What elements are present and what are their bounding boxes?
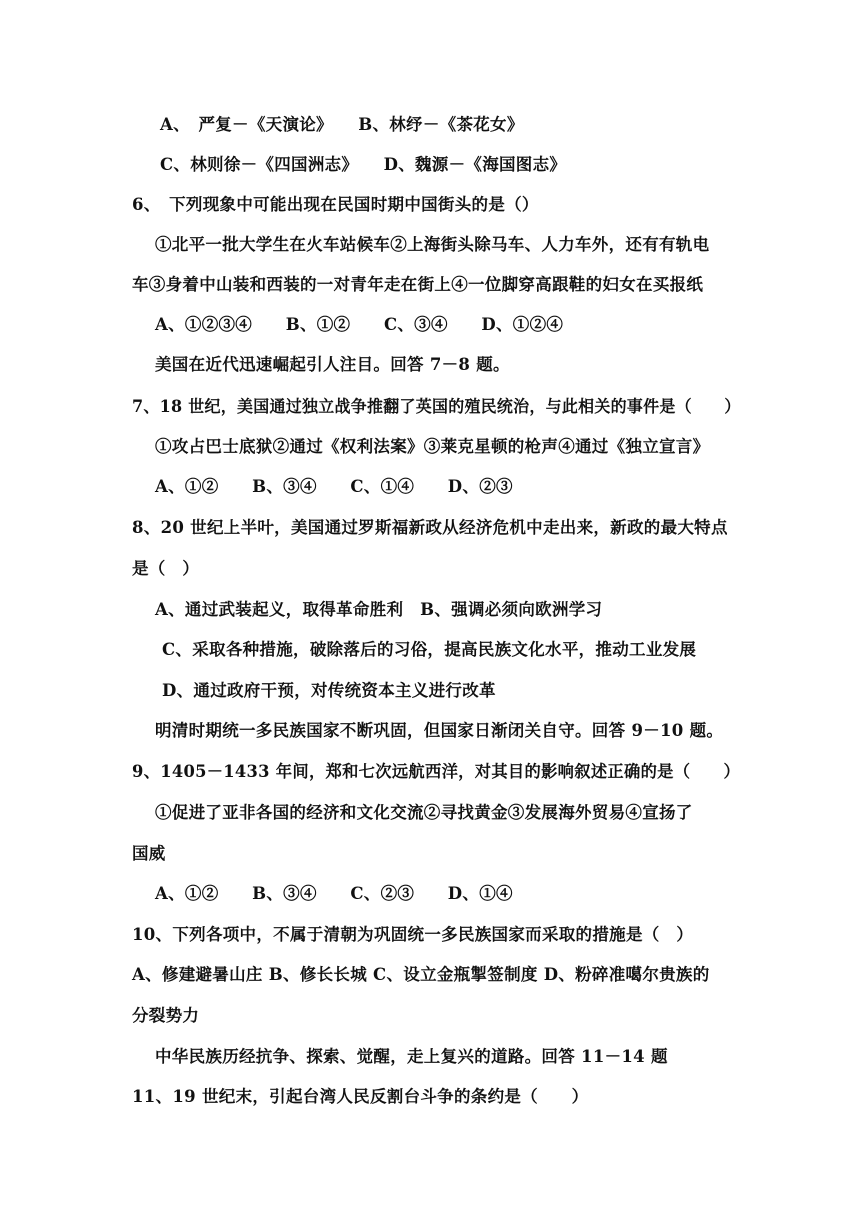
q9-statements-line1: ①促进了亚非各国的经济和文化交流②寻找黄金③发展海外贸易④宣扬了	[155, 803, 693, 822]
q10-options-line1: A、修建避暑山庄 B、修长长城 C、设立金瓶掣签制度 D、粉碎准噶尔贵族的	[132, 965, 710, 984]
q7-stem: 7、18 世纪，美国通过独立战争推翻了英国的殖民统治，与此相关的事件是（ ）	[132, 397, 741, 416]
q10-stem: 10、下列各项中，不属于清朝为巩固统一多民族国家而采取的措施是（ ）	[132, 925, 694, 944]
q8-option-d: D、通过政府干预，对传统资本主义进行改革	[162, 681, 496, 700]
q6-options: A、①②③④ B、①② C、③④ D、①②④	[155, 315, 564, 334]
q6-statements-line1: ①北平一批大学生在火车站候车②上海街头除马车、人力车外，还有有轨电	[155, 235, 710, 254]
q7-statements: ①攻占巴士底狱②通过《权利法案》③莱克星顿的枪声④通过《独立宣言》	[155, 437, 710, 456]
section-intro-11-14: 中华民族历经抗争、探索、觉醒，走上复兴的道路。回答 11－14 题	[155, 1047, 668, 1066]
section-intro-9-10: 明清时期统一多民族国家不断巩固，但国家日渐闭关自守。回答 9－10 题。	[155, 721, 724, 740]
q5-options-cd: C、林则徐－《四国洲志》 D、魏源－《海国图志》	[160, 155, 567, 174]
q6-statements-line2: 车③身着中山装和西装的一对青年走在街上④一位脚穿高跟鞋的妇女在买报纸	[132, 275, 704, 294]
q9-stem: 9、1405－1433 年间，郑和七次远航西洋，对其目的影响叙述正确的是（ ）	[132, 762, 741, 781]
q10-options-line2: 分裂势力	[132, 1006, 200, 1025]
q8-option-c: C、采取各种措施，破除落后的习俗，提高民族文化水平，推动工业发展	[162, 640, 697, 659]
q6-stem: 6、 下列现象中可能出现在民国时期中国街头的是（）	[132, 195, 539, 214]
q9-options: A、①② B、③④ C、②③ D、①④	[155, 884, 513, 903]
section-intro-7-8: 美国在近代迅速崛起引人注目。回答 7－8 题。	[155, 355, 510, 374]
q8-stem-line1: 8、20 世纪上半叶，美国通过罗斯福新政从经济危机中走出来，新政的最大特点	[132, 518, 728, 537]
q11-stem: 11、19 世纪末，引起台湾人民反割台斗争的条约是（ ）	[132, 1087, 589, 1106]
q8-stem-line2: 是（ ）	[132, 559, 200, 578]
q5-options-ab: A、 严复－《天演论》 B、林纾－《茶花女》	[160, 115, 524, 134]
q7-options: A、①② B、③④ C、①④ D、②③	[155, 477, 513, 496]
q9-statements-line2: 国威	[132, 844, 166, 863]
q8-options-ab: A、通过武装起义，取得革命胜利 B、强调必须向欧洲学习	[155, 600, 603, 619]
